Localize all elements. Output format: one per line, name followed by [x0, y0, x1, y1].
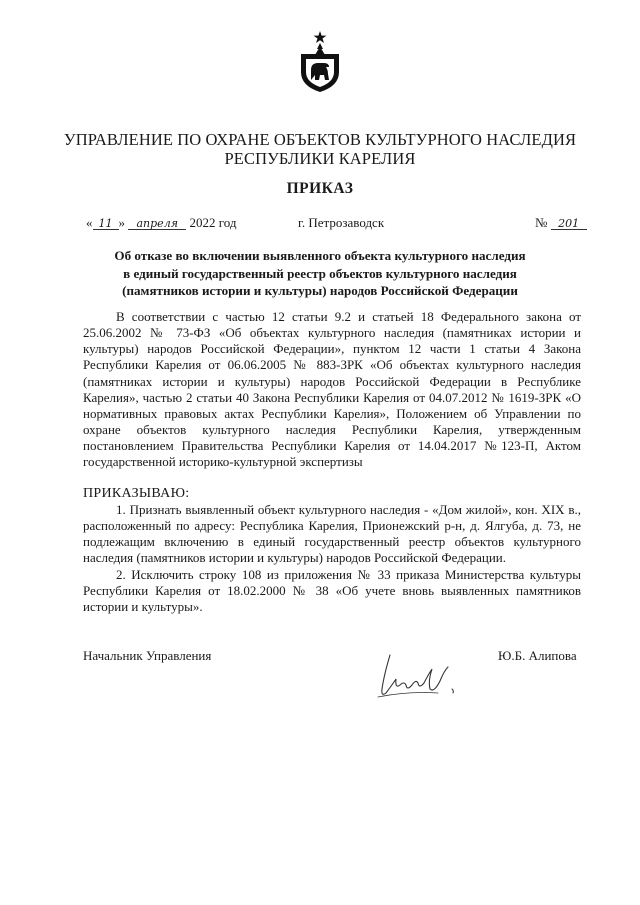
organization-line-1: УПРАВЛЕНИЕ ПО ОХРАНЕ ОБЪЕКТОВ КУЛЬТУРНОГО НАСЛЕДИЯ: [63, 130, 577, 149]
date-year: 2022 год: [189, 215, 237, 230]
order-subject: [90, 247, 550, 300]
karelia-coat-of-arms-icon: [298, 30, 342, 94]
order-city: г. Петрозаводск: [298, 215, 385, 230]
subject-line-1: Об отказе во включении выявленного объекта культурного наследия: [114, 248, 526, 263]
order-date: [86, 215, 237, 231]
subject-line-2: в единый государственный реестр объектов культурного наследия: [123, 265, 517, 281]
document-type: ПРИКАЗ: [286, 180, 354, 197]
order-item-2: 2. Исключить строку 108 из приложения № 33 приказа Министерства культуры Республики Карелия от 18.02.2000 № 38 «Об учете вновь выявленных памятников истории и культуры».: [83, 566, 581, 614]
handwritten-signature: [368, 645, 464, 703]
preamble-paragraph: В соответствии с частью 12 статьи 9.2 и статьей 18 Федерального закона от 25.06.2002 № 73-ФЗ «Об объектах культурного наследия (памятниках истории и культуры) народов Российской Федерации», пунктом 12 части 1 статьи 4 Закона Республики Карелия от 06.06.2005 № 883-ЗРК «Об объектах культурного наследия (памятниках истории и культуры) народов Российской Федерации в Республике Карелия», частью 2 статьи 40 Закона Республики Карелия от 04.07.2012 № 1619-ЗРК «О нормативных правовых актах Республики Карелия», Положением об Управлении по охране объектов культурного наследия Республики Карелия, утвержденным постановлением Правительства Республики Карелия от 14.04.2017 №123-П, Актом государственной историко-культурной экспертизы: [83, 309, 581, 470]
order-items: [83, 502, 581, 615]
signatory-position: Начальник Управления: [83, 648, 212, 663]
subject-line-3: (памятников истории и культуры) народов Российской Федерации: [122, 283, 518, 298]
date-day: 11: [93, 218, 119, 230]
order-item-1: 1. Признать выявленный объект культурного наследия - «Дом жилой», кон. XIX в., расположенный по адресу: Республика Карелия, Прионежский р-н, д. Ялгуба, д. 73, не подлежащим включению в единый государственный реестр объектов культурного наследия (памятников истории и культуры) народов Российской Федерации.: [83, 502, 581, 566]
date-quote-close: »: [118, 215, 125, 230]
organization-name: [40, 130, 600, 168]
order-number: [535, 215, 587, 231]
signatory-name: Ю.Б. Алипова: [498, 648, 577, 663]
number-value: 201: [551, 218, 587, 230]
date-quote-open: «: [86, 215, 93, 230]
number-sign: №: [535, 215, 548, 230]
order-directive-word: ПРИКАЗЫВАЮ:: [83, 486, 190, 501]
date-month: апреля: [128, 218, 186, 230]
organization-line-2: РЕСПУБЛИКИ КАРЕЛИЯ: [224, 149, 416, 168]
